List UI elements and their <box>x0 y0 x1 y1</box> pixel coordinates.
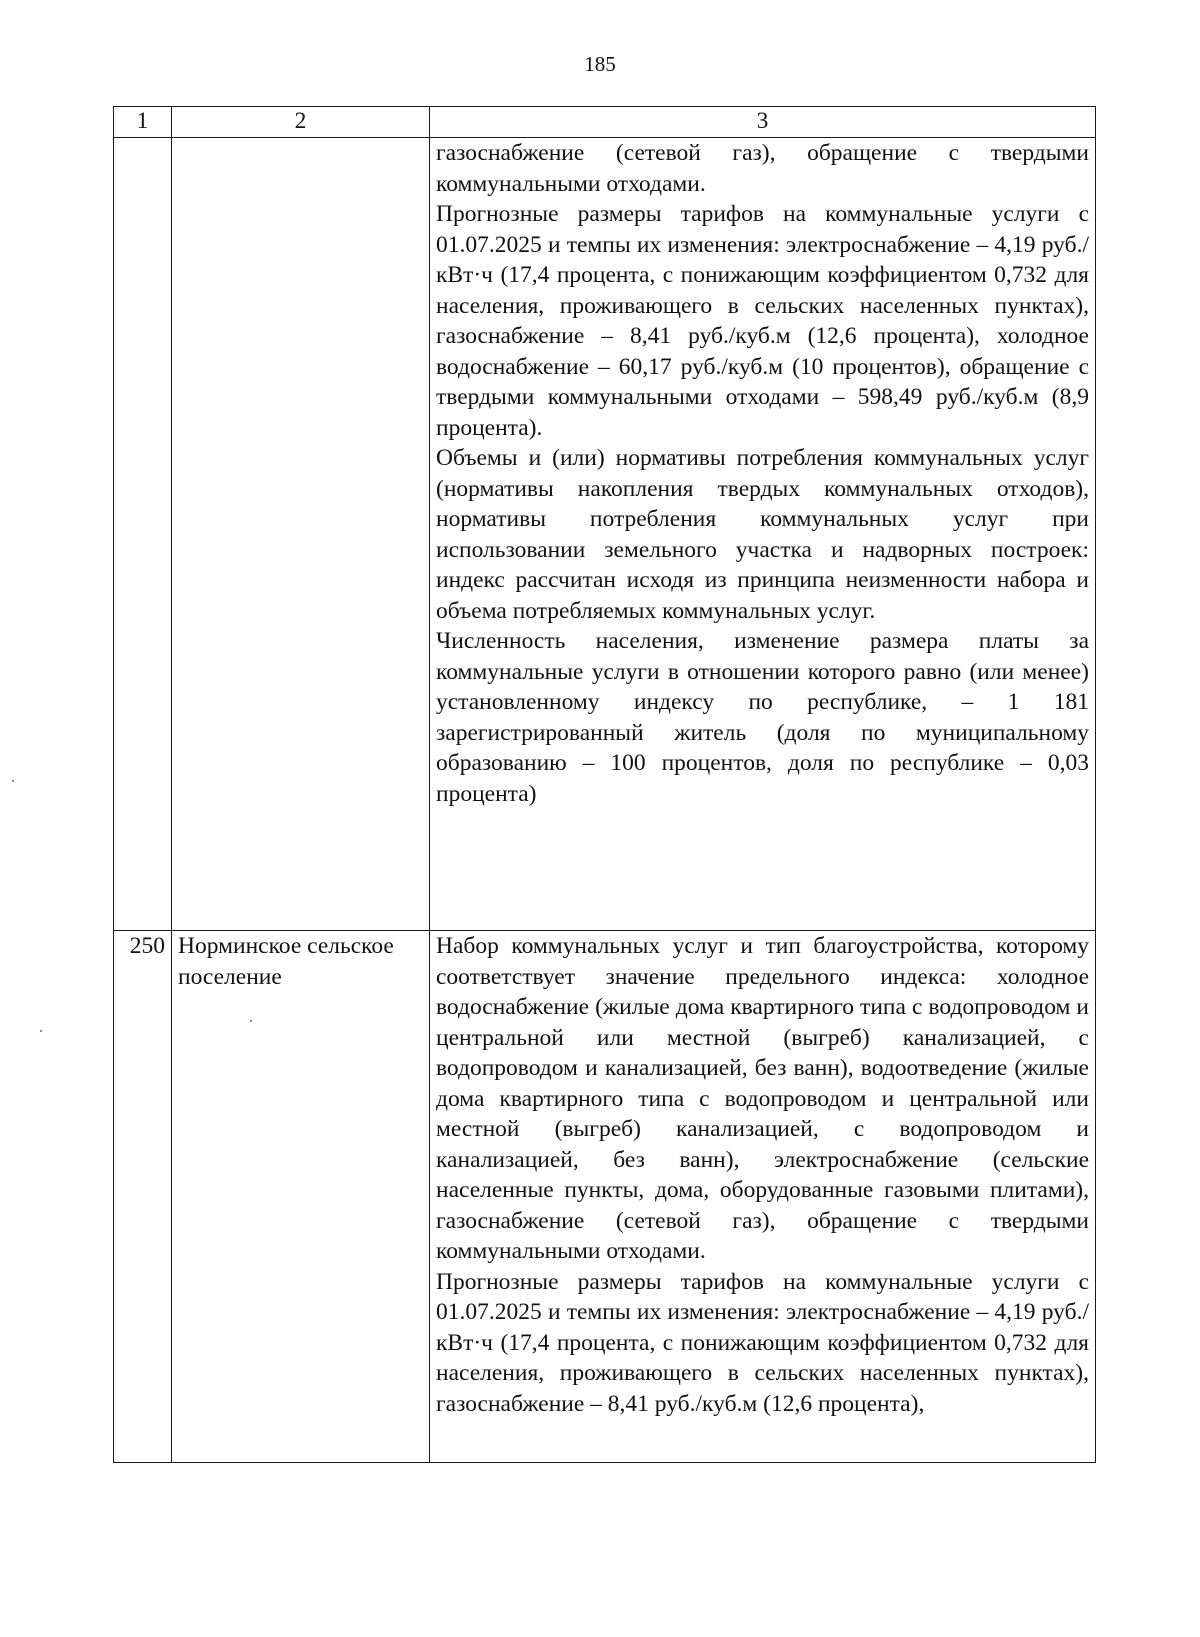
tariff-table <box>113 106 1096 1463</box>
paragraph: Набор коммунальных услуг и тип благоустройства, которому соответствует значение предельного индекса: холодное водоснабжение (жилые дома квартирного типа с водопроводом и центральной или местной (выгреб) канализацией, с водопроводом и канализацией, без ванн), водоотведение (жилые дома квартирного типа с водопроводом и центральной или местной (выгреб) канализацией, с водопроводом и канализацией, без ванн), электроснабжение (сельские населенные пункты, дома, оборудованные газовыми плитами), газоснабжение (сетевой газ), обращение с твердыми коммунальными отходами. <box>436 933 1089 1264</box>
column-header-1: 1 <box>114 107 172 138</box>
description-cell <box>430 931 1096 1463</box>
page-number: 185 <box>584 52 616 76</box>
column-header-3: 3 <box>430 107 1096 138</box>
description-cell <box>430 138 1096 931</box>
table-row <box>114 138 1096 931</box>
row-number-cell <box>114 138 172 931</box>
paragraph: Прогнозные размеры тарифов на коммунальные услуги с 01.07.2025 и темпы их изменения: электроснабжение – 4,19 руб./кВт·ч (17,4 процента, с понижающим коэффициентом 0,732 для населения, проживающего в сельских населенных пунктах), газоснабжение – 8,41 руб./куб.м (12,6 процента), <box>436 1268 1089 1417</box>
scan-speck <box>40 1030 42 1032</box>
scan-speck <box>250 1020 252 1022</box>
settlement-name-cell: Норминское сельское поселение <box>172 931 430 1463</box>
paragraph: Объемы и (или) нормативы потребления коммунальных услуг (нормативы накопления твердых коммунальных отходов), нормативы потребления коммунальных услуг при использовании земельного участка и надворных построек: индекс рассчитан исходя из принципа неизменности набора и объема потребляемых коммунальных услуг. <box>436 445 1089 624</box>
table-row <box>114 931 1096 1463</box>
paragraph: газоснабжение (сетевой газ), обращение с твердыми коммунальными отходами. <box>436 140 1089 197</box>
paragraph: Численность населения, изменение размера платы за коммунальные услуги в отношении которого равно (или менее) установленному индексу по республике, – 1 181 зарегистрированный житель (доля по муниципальному образованию – 100 процентов, доля по республике – 0,03 процента) <box>436 628 1089 807</box>
row-number-cell: 250 <box>114 931 172 1463</box>
paragraph: Прогнозные размеры тарифов на коммунальные услуги с 01.07.2025 и темпы их изменения: электроснабжение – 4,19 руб./кВт·ч (17,4 процента, с понижающим коэффициентом 0,732 для населения, проживающего в сельских населенных пунктах), газоснабжение – 8,41 руб./куб.м (12,6 процента), холодное водоснабжение – 60,17 руб./куб.м (10 процентов), обращение с твердыми коммунальными отходами – 598,49 руб./куб.м (8,9 процента). <box>436 201 1089 441</box>
scan-speck <box>12 780 14 782</box>
column-header-2: 2 <box>172 107 430 138</box>
table-header-row <box>114 107 1096 138</box>
settlement-name-cell <box>172 138 430 931</box>
